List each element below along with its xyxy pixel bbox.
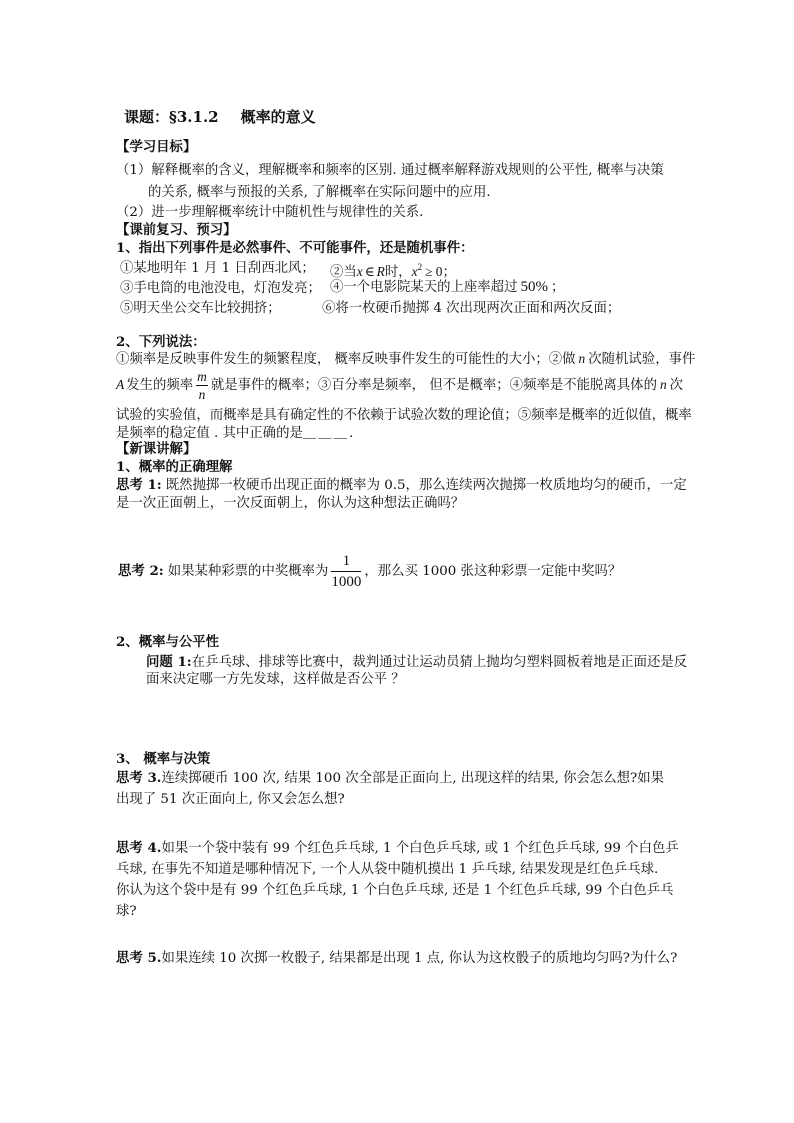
- question-2-line-3: 试验的实验值，而概率是具有确定性的不依赖于试验次数的理论值；⑤频率是概率的近似值，概率: [116, 408, 692, 423]
- question-2-title: 2、下列说法：: [116, 334, 206, 350]
- objective-2: （2）进一步理解概率统计中随机性与规律性的关系.: [116, 205, 424, 220]
- event-5: ⑤明天坐公交车比较拥挤；: [120, 301, 281, 316]
- probability-fraction: $\frac{1}{1000}$: [331, 553, 362, 590]
- new-lesson-heading: 【新课讲解】: [116, 441, 197, 457]
- review-heading: 【课前复习、预习】: [116, 222, 237, 238]
- think-4-line-4: 球?: [116, 904, 137, 919]
- frequency-fraction: $\frac{m}{n}$: [197, 369, 207, 402]
- question-2-line-4: 是频率的稳定值 . 其中正确的是＿＿＿.: [116, 426, 354, 441]
- question-1-title: 1、指出下列事件是必然事件、不可能事件，还是随机事件：: [116, 240, 474, 256]
- think-4-line-3: 你认为这个袋中是有 99 个红色乒乓球, 1 个白色乒乓球, 还是 1 个红色乒乓球, 99 个白色乒乓: [116, 883, 674, 898]
- problem-1-line-2: 面来决定哪一方先发球，这样做是否公平 ？: [146, 672, 405, 687]
- title-name: 概率的意义: [240, 108, 316, 126]
- objective-1-line-2: 的关系, 概率与预报的关系, 了解概率在实际问题中的应用.: [148, 185, 491, 200]
- event-1: ①某地明年 1 月 1 日刮西北风；: [120, 261, 315, 276]
- title-prefix: 课题：: [124, 108, 170, 126]
- think-1-line-1: 思考 1: 既然抛掷一枚硬币出现正面的概率为 0.5，那么连续两次抛掷一枚质地均匀的硬币，一定: [116, 477, 687, 493]
- event-6: ⑥将一枚硬币抛掷 4 次出现两次正面和两次反面；: [322, 301, 621, 316]
- think-1-line-2: 是一次正面朝上，一次反面朝上，你认为这种想法正确吗？: [116, 496, 465, 511]
- section-1-title: 1、概率的正确理解: [116, 459, 233, 475]
- objective-1-line-1: （1）解释概率的含义，理解概率和频率的区别. 通过概率解释游戏规则的公平性, 概率与决策: [116, 163, 664, 178]
- question-2-line-1: ①频率是反映事件发生的频繁程度， 概率反映事件发生的可能性的大小；②做 n 次随机试验，事件: [116, 351, 696, 367]
- answer-blank: ＿＿＿: [302, 426, 350, 441]
- think-3-line-2: 出现了 51 次正面向上, 你又会怎么想?: [116, 792, 345, 807]
- page-title: [124, 108, 316, 127]
- problem-1-line-1: 问题 1:在乒乓球、排球等比赛中，裁判通过让运动员猜上抛均匀塑料圆板着地是正面还是反: [146, 654, 688, 670]
- title-section-number: §3.1.2: [169, 108, 219, 126]
- think-4-line-1: 思考 4.如果一个袋中装有 99 个红色乒乓球, 1 个白色乒乓球, 或 1 个红色乒乓球, 99 个白色乒: [116, 840, 679, 856]
- think-5: 思考 5.如果连续 10 次掷一枚骰子, 结果都是出现 1 点, 你认为这枚骰子的质地均匀吗?为什么?: [116, 950, 678, 966]
- question-2-line-2: A 发生的频率 $\frac{m}{n}$ 就是事件的概率；③百分率是频率， 但不是概率；④频率是不能脱离具体的 n 次: [116, 369, 684, 402]
- section-3-title: 3、 概率与决策: [116, 751, 211, 767]
- event-4: ④一个电影院某天的上座率超过 50% ；: [330, 279, 565, 295]
- event-2: ②当x ∈ R时，$x^2 \ge 0$；: [330, 262, 456, 280]
- think-3-line-1: 思考 3.连续掷硬币 100 次, 结果 100 次全部是正面向上, 出现这样的结果, 你会怎么想?如果: [116, 770, 665, 786]
- section-2-title: 2、概率与公平性: [116, 634, 220, 650]
- objectives-heading: 【学习目标】: [116, 139, 197, 155]
- event-3: ③手电筒的电池没电，灯泡发亮；: [120, 281, 321, 296]
- think-4-line-2: 乓球, 在事先不知道是哪种情况下, 一个人从袋中随机摸出 1 乒乓球, 结果发现是红色乒乓球.: [116, 862, 659, 877]
- think-2: 思考 2: 如果某种彩票的中奖概率为 $\frac{1}{1000}$ ，那么买 1000 张这种彩票一定能中奖吗？: [118, 553, 622, 590]
